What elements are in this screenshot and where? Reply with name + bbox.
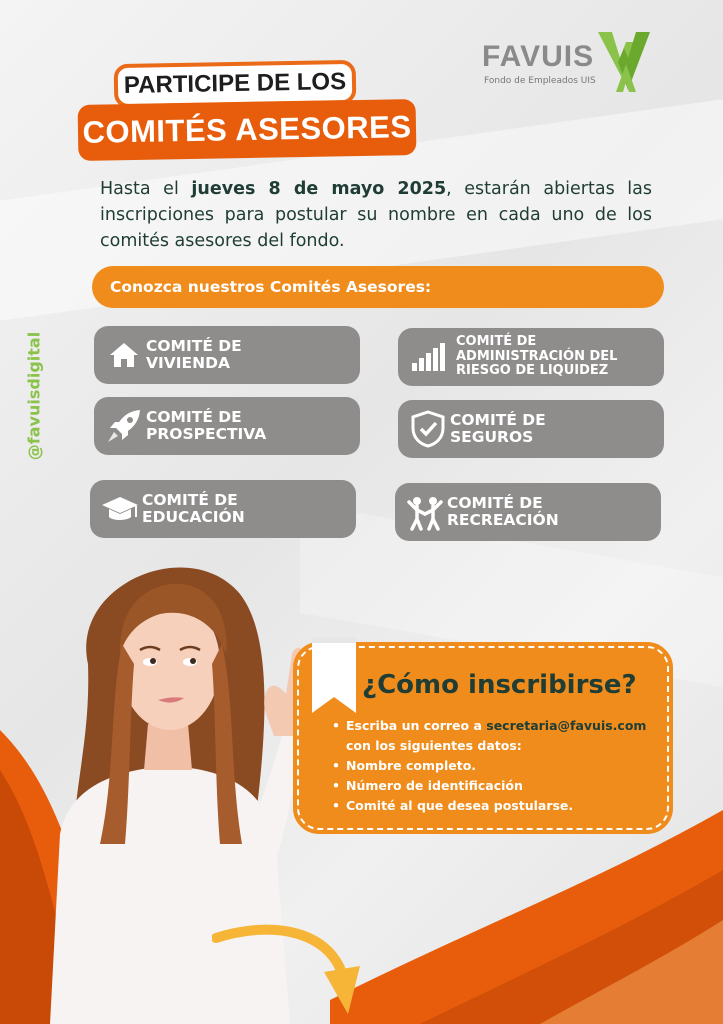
committee-label: COMITÉ DE RECREACIÓN xyxy=(447,494,559,529)
favuis-wa-mark-icon xyxy=(596,28,652,94)
rocket-icon xyxy=(102,404,146,448)
house-icon xyxy=(102,333,146,377)
logo-subtitle: Fondo de Empleados UIS xyxy=(484,76,596,86)
committee-label: COMITÉ DE EDUCACIÓN xyxy=(142,491,245,526)
list-item-text: Escriba un correo a xyxy=(346,718,487,733)
bookmark-ribbon-icon xyxy=(312,637,356,713)
committee-riesgo-liquidez xyxy=(398,328,664,386)
favuis-logo xyxy=(482,28,652,98)
committee-label: COMITÉ DE ADMINISTRACIÓN DEL RIESGO DE LIQUIDEZ xyxy=(456,334,618,379)
committee-vivienda xyxy=(94,326,360,384)
title-line-1: PARTICIPE DE LOS xyxy=(114,60,357,108)
committee-label: COMITÉ DE PROSPECTIVA xyxy=(146,408,267,443)
title-line-2: COMITÉS ASESORES xyxy=(78,99,417,161)
intro-paragraph xyxy=(100,176,652,254)
shield-check-icon xyxy=(406,407,450,451)
how-to-register-list xyxy=(330,716,660,816)
committee-label: COMITÉ DE SEGUROS xyxy=(450,411,546,446)
email-link[interactable]: secretaria@favuis.com xyxy=(486,718,647,733)
how-to-register-title: ¿Cómo inscribirse? xyxy=(362,670,637,700)
committees-banner: Conozca nuestros Comités Asesores: xyxy=(92,266,664,308)
people-celebrating-icon xyxy=(403,490,447,534)
graduation-cap-icon xyxy=(98,487,142,531)
logo-name: FAVUIS xyxy=(482,40,595,73)
social-handle xyxy=(22,322,46,470)
list-item: • Número de identificación xyxy=(330,776,660,796)
list-item-continuation: con los siguientes datos: xyxy=(346,738,522,753)
intro-deadline: jueves 8 de mayo 2025 xyxy=(191,179,447,199)
social-handle-text: @favuisdigital xyxy=(24,331,44,461)
list-item xyxy=(330,716,660,736)
committee-prospectiva xyxy=(94,397,360,455)
committee-recreacion xyxy=(395,483,661,541)
committee-educacion xyxy=(90,480,356,538)
committee-label: COMITÉ DE VIVIENDA xyxy=(146,337,242,372)
curved-arrow-icon xyxy=(212,920,362,1020)
committee-seguros xyxy=(398,400,664,458)
bar-chart-icon xyxy=(406,335,450,379)
intro-text-end: , estarán abiertas las inscripciones para postular su nombre en cada uno de los comités asesores del fondo. xyxy=(100,179,653,251)
list-item: • Comité al que desea postularse. xyxy=(330,796,660,816)
intro-text-start: Hasta el xyxy=(100,179,192,199)
list-item: • Nombre completo. xyxy=(330,756,660,776)
